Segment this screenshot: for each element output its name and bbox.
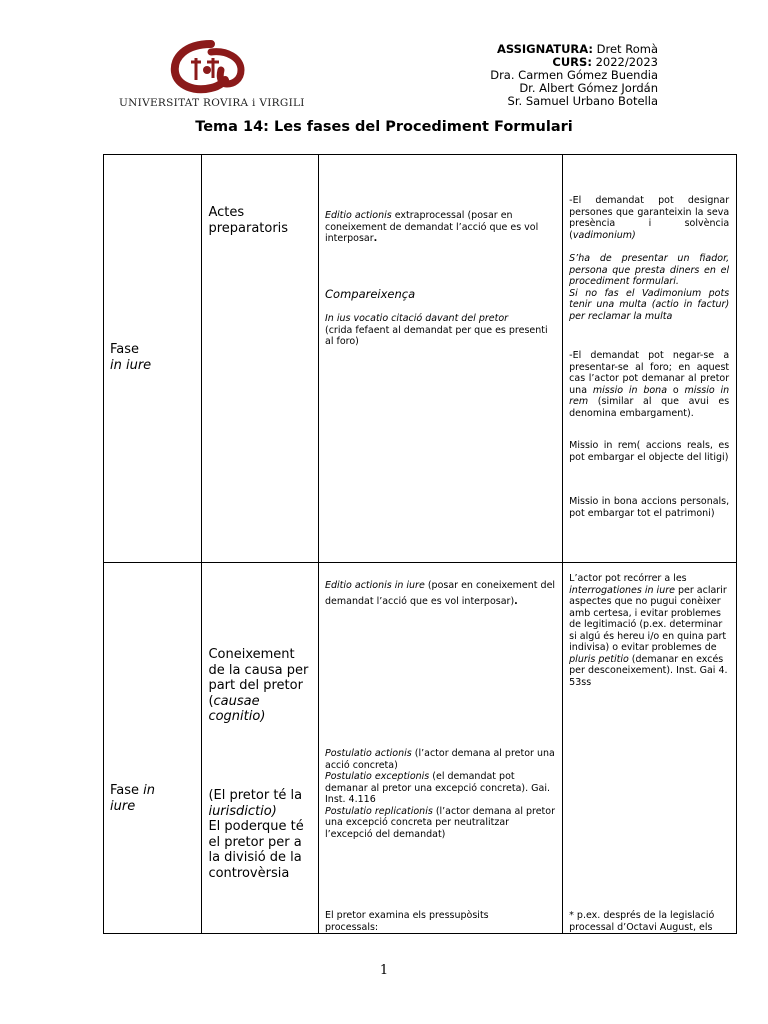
phase-cell [104,563,202,934]
notes-cell [563,155,737,563]
causae-cognitio-label: Coneixement de la causa per part del pretor (causae cognitio) [208,647,309,724]
notes-cell [563,563,737,934]
phase-label: Fase in iure [110,783,156,814]
editio-paragraph: Editio actionis extraprocessal (posar en coneixement de demandat l’acció que es vol interposar. [325,210,539,244]
document-title: Tema 14: Les fases del Procediment Formulari [195,119,573,135]
table-row [104,155,737,563]
pressuposits-paragraph: El pretor examina els pressupòsits processals: [325,910,489,933]
table-row [104,563,737,934]
university-name: UNIVERSITAT ROVIRA i VIRGILI [119,97,305,109]
vadimonium-note: -El demandat pot designar persones que garanteixin la seva presència i solvència (vadimonium) [569,195,730,241]
course-line: CURS: 2022/2023 [552,55,658,69]
interrogationes-note: L’actor pot recórrer a les interrogationes in iure per aclarir aspectes que no pugui conèixer amb certesa, i evitar problemes de legitimació (p.ex. determinar si algú és hereu i/o en quina part indivisa) o evitar problemes de pluris petitio (demanar en excés per desconeixement). Inst. Gai 4. 53ss [569,573,728,688]
phase-label-italic: in iure [110,357,152,373]
phase-cell [104,155,202,563]
stage-cell [202,155,319,563]
compareixenca-heading: Compareixença [325,287,416,301]
vocatio-paragraph: In ius vocatio citació davant del pretor (crida fefaent al demandat per que es presenti al foro) [325,313,548,347]
phase-label: Fase [110,342,140,357]
professor-3: Sr. Samuel Urbano Botella [507,94,658,108]
course-info [490,43,658,108]
page-number: 1 [379,963,389,978]
missio-note: -El demandat pot negar-se a presentar-se al foro; en aquest cas l’actor pot demanar al pretor una missio in bona o missio in rem (similar al que avui es denomina embargament). [569,350,730,419]
augustus-note: * p.ex. després de la legislació processal d’Octavi August, els [569,910,715,933]
professor-2: Dr. Albert Gómez Jordán [519,81,658,95]
missio-bona-note: Missio in bona accions personals, pot embargar tot el patrimoni) [569,496,730,519]
subject-line: ASSIGNATURA: Dret Romà [496,42,658,56]
stage-label: Actes preparatoris [208,205,289,236]
stage-cell [202,563,319,934]
act-cell [319,563,563,934]
university-logo [119,40,305,112]
postulatio-paragraph: Postulatio actionis (l’actor demana al pretor una acció concreta) Postulatio exceptionis (el demandat pot demanar al pretor una excepció concreta). Gai. Inst. 4.116 Postulatio replicationis (l’actor demana al pretor una excepció concreta per neutralitzar l’excepció del demandat) [325,748,555,840]
iurisdictio-label: (El pretor té la iurisdictio) El poderque té el pretor per a la divisió de la controvèrsia [208,788,304,881]
missio-rem-note: Missio in rem( accions reals, es pot embargar el objecte del litigi) [569,440,730,463]
editio-in-iure-paragraph: Editio actionis in iure (posar en coneixement del demandat l’acció que es vol interposar). [325,580,556,607]
fiador-note: S’ha de presentar un fiador, persona que presta diners en el procediment formulari. Si no fas el Vadimonium pots tenir una multa (actio in factur) per reclamar la multa [569,253,730,322]
procedure-table [103,154,737,934]
urv-emblem-icon [167,40,255,94]
professor-1: Dra. Carmen Gómez Buendia [490,68,658,82]
act-cell [319,155,563,563]
